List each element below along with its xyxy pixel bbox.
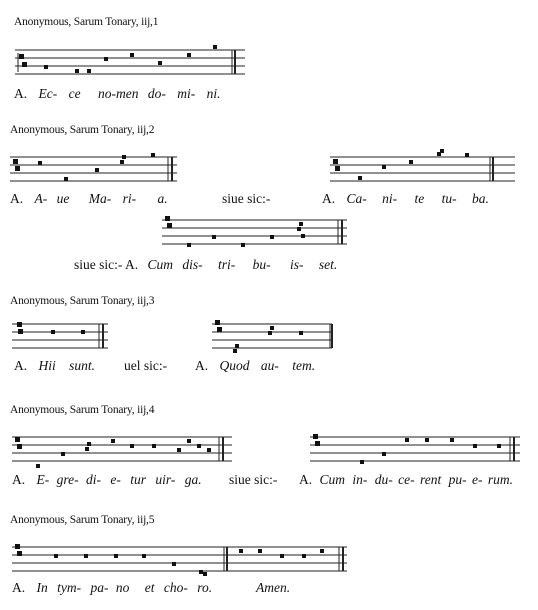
antiphon-label: A.	[12, 472, 26, 487]
alternative-connector: uel sic:-	[124, 358, 168, 373]
music-staff	[162, 214, 347, 248]
example-caption: Anonymous, Sarum Tonary, iij,2	[10, 124, 155, 136]
syllable: do-	[147, 86, 166, 101]
syllable: ni-	[382, 191, 398, 206]
syllable: ce	[68, 86, 81, 101]
syllable: A-	[34, 191, 48, 206]
syllable: bu-	[252, 257, 271, 272]
syllable: dis-	[182, 257, 203, 272]
syllable: ri-	[122, 191, 137, 206]
music-staff	[12, 318, 108, 352]
syllable: e-	[110, 472, 121, 487]
syllable: In	[36, 580, 48, 595]
syllable: rent	[420, 472, 442, 487]
antiphon-label: A.	[14, 358, 28, 373]
lyrics-line	[256, 580, 290, 596]
lyrics-line	[10, 191, 168, 207]
syllable: in-	[352, 472, 368, 487]
antiphon-label: A.	[125, 257, 139, 272]
syllable: is-	[290, 257, 304, 272]
alternative-connector: siue sic:-	[222, 191, 271, 206]
antiphon-label: A.	[299, 472, 313, 487]
antiphon-label: A.	[195, 358, 209, 373]
music-staff	[310, 431, 520, 465]
lyrics-line	[299, 472, 513, 488]
syllable: Cum	[319, 472, 346, 487]
syllable: sunt.	[69, 358, 96, 373]
syllable: pu-	[448, 472, 467, 487]
antiphon-label: A.	[14, 86, 28, 101]
syllable: E-	[36, 472, 50, 487]
music-staff	[15, 44, 245, 78]
example-caption: Anonymous, Sarum Tonary, iij,3	[10, 295, 155, 307]
syllable: tu-	[441, 191, 457, 206]
syllable: Ec-	[38, 86, 58, 101]
lyrics-line	[74, 257, 337, 273]
syllable: Quod	[219, 358, 250, 373]
syllable: ni.	[206, 86, 221, 101]
syllable: ro.	[197, 580, 213, 595]
syllable: gre-	[56, 472, 79, 487]
lyrics-line	[12, 580, 212, 596]
syllable: no	[115, 580, 130, 595]
lyrics-line	[14, 86, 220, 102]
syllable: Ca-	[346, 191, 367, 206]
music-staff	[330, 151, 515, 185]
syllable: mi-	[177, 86, 196, 101]
music-staff	[10, 151, 177, 185]
syllable: rum.	[487, 472, 514, 487]
syllable: cho-	[163, 580, 188, 595]
syllable: uir-	[155, 472, 176, 487]
syllable: tur	[130, 472, 147, 487]
alternative-connector: siue sic:-	[74, 257, 123, 272]
syllable: au-	[260, 358, 279, 373]
syllable: Cum	[147, 257, 174, 272]
antiphon-label: A.	[10, 191, 24, 206]
lyrics-line	[14, 358, 95, 374]
syllable: a.	[157, 191, 168, 206]
syllable: Amen.	[256, 580, 291, 595]
syllable: ce-	[398, 472, 415, 487]
syllable: tem.	[292, 358, 316, 373]
music-staff	[212, 318, 332, 352]
syllable: du-	[374, 472, 393, 487]
syllable: pa-	[90, 580, 109, 595]
example-caption: Anonymous, Sarum Tonary, iij,4	[10, 404, 155, 416]
antiphon-label: A.	[12, 580, 26, 595]
syllable: ga.	[184, 472, 202, 487]
music-staff	[12, 431, 232, 465]
example-caption: Anonymous, Sarum Tonary, iij,1	[14, 16, 159, 28]
syllable: Hii	[38, 358, 56, 373]
alternative-connector: siue sic:-	[229, 472, 278, 487]
syllable: ue	[56, 191, 70, 206]
syllable: tym-	[57, 580, 82, 595]
syllable: et	[144, 580, 155, 595]
syllable: di-	[86, 472, 101, 487]
syllable: te	[414, 191, 425, 206]
syllable: no-men	[97, 86, 139, 101]
syllable: set.	[318, 257, 338, 272]
syllable: ba.	[472, 191, 489, 206]
syllable: Ma-	[88, 191, 112, 206]
lyrics-line	[195, 358, 315, 374]
antiphon-label: A.	[322, 191, 336, 206]
lyrics-line	[322, 191, 489, 207]
example-caption: Anonymous, Sarum Tonary, iij,5	[10, 514, 155, 526]
syllable: tri-	[218, 257, 236, 272]
syllable: e-	[472, 472, 483, 487]
lyrics-line	[12, 472, 202, 488]
music-staff	[12, 541, 347, 575]
